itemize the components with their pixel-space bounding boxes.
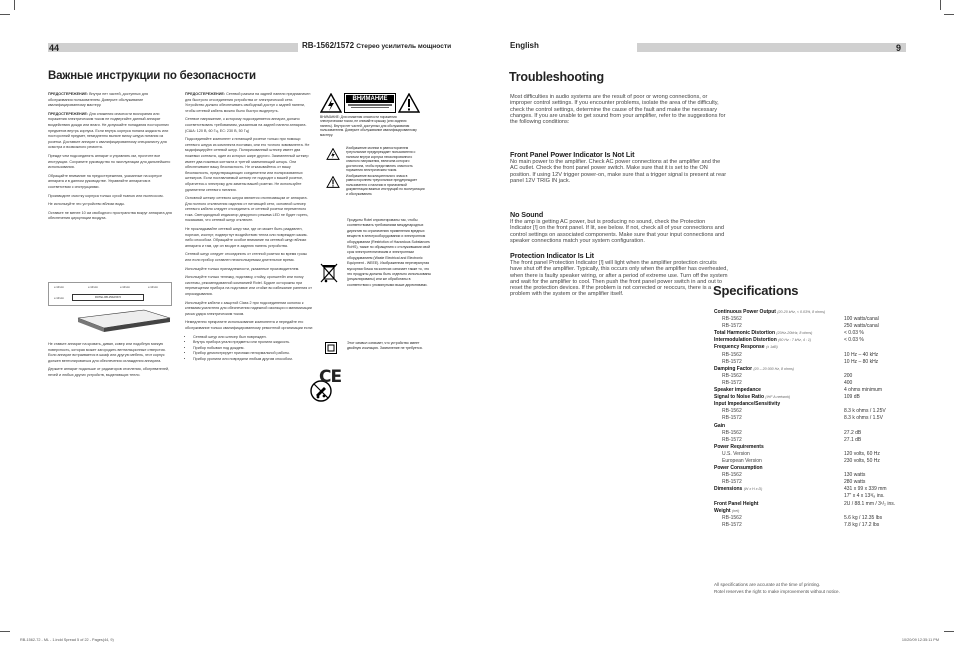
banner-fineprint	[348, 104, 392, 106]
spec-row	[714, 373, 914, 380]
safety-paragraph	[48, 342, 172, 364]
spec-label	[714, 437, 742, 444]
spec-row	[714, 408, 914, 415]
spec-label	[714, 501, 758, 508]
spec-label-text: RB-1562	[722, 351, 742, 358]
bullet-item: • Прибор демонстрирует признаки ненормальной работы.	[193, 351, 313, 357]
paragraph-text: Производите очистку корпуса только сухой тканью или пылесосом.	[48, 193, 164, 198]
left-header-subtitle: Стерео усилитель мощности	[356, 43, 452, 50]
subsection-title: Front Panel Power Indicator Is Not Lit	[510, 150, 635, 159]
paragraph-text: Прежде чем подсоединять аппарат и управлять им, прочтите все инструкции. Сохраните руководство по эксплуатации для дальнейшего использования.	[48, 153, 171, 170]
spec-label	[714, 316, 742, 323]
safety-paragraph	[48, 211, 172, 222]
warning-panel	[320, 93, 420, 137]
spec-label	[714, 394, 790, 401]
spec-label-text: RB-1562	[722, 372, 742, 379]
spec-row	[714, 437, 914, 444]
lightning-triangle-icon	[320, 93, 342, 113]
warning-banner-row	[320, 93, 420, 113]
spec-row	[714, 501, 914, 508]
spec-label	[714, 423, 725, 430]
safety-col2-paragraphs	[185, 92, 313, 332]
left-header-title: RB-1562/1572	[302, 41, 355, 50]
spec-label	[714, 309, 825, 316]
spec-label	[714, 337, 811, 344]
spec-value: 120 volts, 60 Hz	[844, 450, 880, 457]
spec-note: (20-20 kHz, < 0.03%, 8 ohms)	[777, 310, 826, 314]
paragraph-text: Для снижения опасности возгорания или поражения электрическим током не подвергайте данный аппарат воздействию дождя или влаги. Не допускайте попадания посторонних предметов внутрь корпуса. Если внутрь корпуса попала жидкость или посторонний предмет, немедленно выньте вилку шнура питания из розетки. Доставьте аппарат к квалифицированному специалисту для осмотра и возможного ремонта.	[48, 111, 169, 150]
safety-paragraph	[48, 367, 172, 378]
spec-label	[714, 359, 742, 366]
spec-label	[714, 352, 742, 359]
crop-mark	[14, 0, 15, 10]
paragraph-text: Внутри нет частей, доступных для обслуживания пользователем. Доверьте обслуживание квалифицированному мастеру.	[48, 92, 149, 108]
footer-file-info: RB-1562-72 - ML - 1.indd Spread 5 of 22 - Pages(44, 9)	[20, 638, 114, 642]
spec-label-text: RB-1572	[722, 323, 742, 330]
spec-label-text: European Version	[722, 457, 762, 464]
spec-label-text: RB-1562	[722, 429, 742, 436]
spec-label	[714, 465, 763, 472]
safety-col1	[48, 92, 172, 225]
safety-paragraph	[48, 154, 172, 171]
spec-row	[714, 330, 914, 337]
left-page-number: 44	[49, 43, 60, 53]
spec-label-text: Intermodulation Distortion	[714, 337, 777, 344]
spec-value: 5.6 kg / 12.35 lbs	[844, 514, 883, 521]
safety-paragraph	[185, 196, 313, 224]
troubleshooting-subsections	[510, 150, 728, 298]
subsection-power	[510, 150, 728, 210]
spec-value: 200	[844, 372, 853, 379]
spec-row	[714, 415, 914, 422]
spec-label-text: Power Consumption	[714, 465, 763, 472]
crop-mark	[0, 631, 10, 632]
spec-label	[714, 458, 762, 465]
spec-row	[714, 344, 914, 351]
spec-label-text: RB-1562	[722, 514, 742, 521]
spec-label-text: Continuous Power Output	[714, 309, 776, 315]
exclamation-triangle-icon	[326, 176, 340, 188]
spec-row	[714, 508, 914, 515]
safety-paragraph	[185, 275, 313, 297]
ce-mark: CE	[319, 367, 342, 387]
spec-row	[714, 423, 914, 430]
spec-label-text: RB-1572	[722, 521, 742, 528]
spec-value: 10 Hz – 80 kHz	[844, 358, 879, 365]
clearance-label: ≥ 10 cm	[120, 285, 130, 289]
safety-col1-bottom	[48, 342, 172, 382]
spec-value: 280 watts	[844, 479, 866, 486]
paragraph-text: Не прокладывайте сетевой шнур там, где он может быть раздавлен, порезан, изогнут, подвергнут воздействию тепла или поврежден каким-либо способом. Обращайте особое внимание на сетевой шнур вблизи аппарата и там, где он входит в заднюю панель устройства.	[185, 227, 308, 248]
safety-col2-bullets	[185, 335, 313, 363]
spec-row	[714, 309, 914, 316]
spec-value: 4 ohms minimum	[844, 387, 883, 394]
weee-bin-icon	[320, 262, 338, 284]
spec-value: 109 dB	[844, 394, 860, 401]
spec-note: (net)	[731, 508, 740, 513]
clearance-label: ≥ 10 cm	[88, 285, 98, 289]
safety-paragraph	[48, 194, 172, 200]
subsection-protection	[510, 251, 728, 298]
safety-col2	[185, 92, 313, 363]
spec-label	[714, 430, 742, 437]
spec-row	[714, 323, 914, 330]
spec-label	[714, 408, 742, 415]
specifications-title: Specifications	[713, 283, 799, 298]
spec-label	[714, 522, 742, 529]
spec-value: 2U / 88.1 mm / 3¹/₂ ins.	[844, 500, 896, 507]
spec-label	[714, 479, 742, 486]
double-insulation-icon	[325, 342, 337, 354]
double-insulation-text: Этот символ означает, что устройство имеет двойную изоляцию. Заземление не требуется.	[347, 341, 423, 351]
clearance-label: ≥ 10 cm	[54, 296, 64, 300]
paragraph-text: Сетевое напряжение, к которому подсоединяется аппарат, должно соответствовать требованиям, указанным на задней панели аппарата. (США: 120 В, 60 Гц, ЕС: 230 В, 50 Гц)	[185, 117, 307, 133]
spec-value: 8.3 k ohms / 1.25V	[844, 408, 886, 415]
spec-label	[714, 323, 742, 330]
spec-label-text: Weight	[714, 507, 731, 514]
warning-banner-label: ВНИМАНИЕ	[346, 95, 394, 103]
spec-row	[714, 515, 914, 522]
subsection-text: No main power to the amplifier. Check AC power connections at the amplifier and the AC outlet. Check the front panel power switch. Make sure that it is set to the ON position. If using 12V trigger power-on, make sure that a trigger signal is present at rear panel 12V TRIG IN jack.	[510, 159, 727, 184]
spec-label-text: RB-1572	[722, 479, 742, 486]
spec-row	[714, 451, 914, 458]
spec-label-text: Input Impedance/Sensitivity	[714, 401, 781, 408]
clearance-label: ≥ 10 cm	[54, 285, 64, 289]
spec-label	[714, 330, 812, 337]
spec-value: 7.8 kg / 17.2 lbs	[844, 521, 880, 528]
spec-row	[714, 337, 914, 344]
bullet-item: • Сетевой шнур или штекер был поврежден.	[193, 335, 313, 341]
spec-label-text: RB-1562	[722, 316, 742, 323]
spec-label-text: Signal to Noise Ratio	[714, 394, 765, 401]
spec-row	[714, 465, 914, 472]
bullet-item: • Прибор уронили или повредили любым другим способом.	[193, 357, 313, 363]
spec-footnotes	[714, 581, 840, 595]
spec-note: (20 – 20 000 Hz, 8 ohms)	[753, 366, 795, 371]
spec-row	[714, 493, 914, 500]
weee-text: Продукты Rotel спроектированы так, чтобы соответствовать требованиям международных директив по ограничению применения вредных веществ в электрооборудовании и электронном оборудовании (Restriction of Hazardous Substances RoHS), также по обращению с отслужившими свой срок электротехническим и электронным оборудованием (Waste Electrical and Electronic Equipment - WEEE). Изображенная перечеркнутая мусорная бочка на колесах означает также то, что это продукты должны быть отдельно использованы (рециклированы) или же обработаны в соответствии с упомянутыми выше директивами.	[347, 218, 432, 287]
paragraph-text: Основной штекер сетевого шнура является отключающим от аппарата. Для полного отключения изделия от питающей сети, основной штекер сетевого кабеля следует отсоединить от сетевой розетки переменного тока. Светодиодный индикатор дежурного режима LED не будет гореть, показывая, что сетевой шнур отключен.	[185, 196, 309, 223]
exclamation-triangle-icon	[398, 93, 420, 113]
left-header-bar	[48, 43, 298, 52]
spec-row	[714, 472, 914, 479]
spec-value: 230 volts, 50 Hz	[844, 457, 880, 464]
safety-paragraph	[185, 117, 313, 134]
spec-label-text: Dimensions	[714, 486, 743, 493]
spec-value: 130 watts	[844, 472, 866, 479]
banner-fineprint	[351, 107, 389, 109]
spec-label	[714, 387, 761, 394]
spec-value: 27.1 dB	[844, 436, 862, 443]
paragraph-text: Используйте кабели с защитой Class 2 при подсоединении колонок к клеммам усилителя для обеспечения надежной изоляции и минимизации риска удара электрическим током.	[185, 300, 312, 316]
warning-banner	[344, 93, 396, 113]
right-header-bar	[637, 43, 906, 52]
spec-row	[714, 366, 914, 373]
spec-label	[714, 486, 762, 493]
spec-row	[714, 380, 914, 387]
spec-label-text: Speaker impedance	[714, 387, 761, 394]
subsection-title: Protection Indicator Is Lit	[510, 251, 594, 260]
crop-mark	[940, 0, 941, 10]
bullet-item: • Прибор побывал под дождем.	[193, 346, 313, 352]
crop-mark	[0, 14, 10, 15]
paragraph-text: Не используйте это устройство вблизи воды.	[48, 202, 126, 207]
spec-row	[714, 486, 914, 493]
lightning-explanation: Изображение молнии в равностороннем треугольнике предупреждает пользователя о наличии внутри корпуса неизолированного опасного напряжения, величина которого достаточна, чтобы представлять опасность поражения электрическим током.	[346, 146, 416, 173]
safety-paragraph	[185, 301, 313, 318]
warning-text: ВНИМАНИЕ: Для снижения опасности поражения электрическим током, не снимайте крышку (или заднюю панель). Внутри нет частей, доступных для обслуживания пользователем. Доверьте обслуживание квалифицированному мастеру.	[320, 115, 417, 137]
left-header	[302, 41, 451, 50]
spec-value: 8.3 k ohms / 1.5V	[844, 415, 883, 422]
spec-label	[714, 380, 742, 387]
paragraph-text: Оставьте не менее 10 см свободного пространства вокруг аппарата для обеспечения циркуляции воздуха.	[48, 210, 172, 221]
spec-note: (W x H x D)	[743, 487, 763, 492]
troubleshooting-intro: Most difficulties in audio systems are the result of poor or wrong connections, or improper control settings. If you encounter problems, isolate the area of the difficulty, check the control settings, determine the cause of the fault and make the necessary changes. If you are unable to get sound from your amplifier, refer to the suggestions for the following conditions:	[510, 94, 726, 126]
spec-value: 27.2 dB	[844, 429, 862, 436]
paragraph-lead: ПРЕДОСТЕРЕЖЕНИЕ:	[185, 92, 226, 96]
paragraph-text: Держите аппарат подальше от радиаторов отопления, обогревателей, печей и любых других устройств, выделяющих тепло.	[48, 367, 170, 377]
safety-paragraph	[185, 137, 313, 193]
bullet-item: • Внутрь прибора упали предметы или пролили жидкость.	[193, 340, 313, 346]
amp-device	[72, 294, 144, 301]
spec-row	[714, 316, 914, 323]
spec-row	[714, 479, 914, 486]
paragraph-text: Не ставьте аппарат на кровать, диван, ковер или подобную мягкую поверхность, которая может загородить вентиляционные отверстия. Если аппарат встраивается в шкаф или другую мебель, этот корпус должен вентилироваться для обеспечения охлаждения аппарата.	[48, 342, 166, 363]
spec-label-text: Front Panel Height	[714, 500, 759, 507]
safety-paragraph	[48, 112, 172, 151]
paragraph-text: Немедленно прекратите использование компонента и передайте его обслуживание только квалифицированному ремонтной организации если:	[185, 320, 314, 330]
troubleshooting-title: Troubleshooting	[509, 70, 604, 84]
spec-row	[714, 359, 914, 366]
clearance-label: ≥ 10 cm	[148, 285, 158, 289]
crop-mark	[944, 14, 954, 15]
spec-label	[714, 366, 794, 373]
spec-label	[714, 344, 778, 351]
paragraph-text: Используйте только принадлежности, указанные производителем.	[185, 266, 300, 271]
paragraph-text: Обращайте внимание на предостережения, указанные на корпусе аппарата и в данном руководстве. Управляйте аппаратом в соответствии с инструкциями.	[48, 173, 163, 189]
spec-label-text: RB-1572	[722, 436, 742, 443]
safety-paragraph	[48, 202, 172, 208]
lightning-triangle-icon	[326, 148, 340, 160]
spec-label	[714, 373, 742, 380]
spec-label-text: Power Requirements	[714, 443, 764, 450]
paragraph-text: Сетевой шнур следует отсоединить от стенной розетки во время грозы или если прибор оставлен неиспользуемым длительное время.	[185, 252, 308, 263]
safety-paragraph	[185, 252, 313, 263]
paragraph-text: Сетевой разъем на задней панели предназначен для быстрого отсоединения устройства от электрической сети. Устройство должно обеспечивать свободный доступ к задней панели, чтобы сетевой кабель можно было быстро выдернуть.	[185, 92, 311, 113]
spec-label	[714, 415, 742, 422]
spec-row	[714, 458, 914, 465]
spec-row	[714, 352, 914, 359]
spec-note: (IHF A network)	[765, 395, 791, 400]
safety-col1-paragraphs	[48, 92, 172, 222]
spec-row	[714, 522, 914, 529]
spec-footnote: All specifications are accurate at the time of printing.	[714, 582, 821, 587]
spec-value: 250 watts/canal	[844, 323, 879, 330]
specifications-table	[714, 309, 914, 529]
spec-label-text: Damping Factor	[714, 365, 753, 372]
crop-mark	[944, 631, 954, 632]
spec-label-text: U.S. Version	[722, 450, 750, 457]
spec-row	[714, 387, 914, 394]
subsection-text: If the amp is getting AC power, but is producing no sound, check the Protection Indicator [!] on the front panel. If lit, see below. If not, check all of your connections and control settings on associated components. Make sure that your input connections and speaker connections match your system configuration.	[510, 219, 725, 244]
safety-paragraph	[185, 267, 313, 273]
spec-value: 431 x 99 x 339 mm	[844, 486, 887, 493]
spec-value: < 0.03 %	[844, 330, 864, 337]
safety-paragraph	[185, 320, 313, 331]
safety-paragraph	[185, 227, 313, 249]
spec-row	[714, 394, 914, 401]
exclaim-explanation: Изображение восклицательного знака в равностороннем треугольнике предупреждает пользователя о наличии в прилагаемой документации важных инструкций по эксплуатации и обслуживанию.	[346, 174, 425, 196]
spec-value: 10 Hz – 40 kHz	[844, 351, 879, 358]
spec-label-text: Frequency Response	[714, 344, 765, 351]
right-header-title: English	[510, 41, 539, 50]
subsection-no-sound	[510, 210, 728, 243]
spec-label-text: RB-1562	[722, 408, 742, 415]
spec-row	[714, 444, 914, 451]
safety-paragraph	[185, 92, 313, 114]
paragraph-text: Подсоединяйте компонент к питающей розетке только при помощи сетевого шнура из комплекта поставки, или его точного эквивалента. Не модифицируйте сетевой шнур. Поляризованный штекер имеет два ножевых контакта, один из которых шире другого. Заземленный штекер имеет два ножевых контакта и третий заземляющий штырь. Они обеспечивают вашу безопасность. Не отказывайтесь от вашу безопасность, предотвращающих соединители или поляризованных штекеров. Если поставляемый штекер не подходит к вашей розетке, обратитесь к электрику для замены вашей розетки. Не используйте удлинители сетевого питания.	[185, 137, 310, 192]
subsection-title: No Sound	[510, 210, 544, 219]
spec-row	[714, 401, 914, 408]
subsection-text: The front panel Protection Indicator [!] will light when the amplifier protection circuits have shut off the amplifier. Typically, this occurs only when the amplifier has overheated, when there is faulty speaker wiring, or after a period of extreme use. Turn off the system and wait for the amplifier to cool. Then push the front panel power switch in and out to reset the protection devices. If the problem is not corrected or reoccurs, there is a problem with the system or the amplifier itself.	[510, 260, 728, 298]
spec-value: 100 watts/canal	[844, 316, 879, 323]
spec-label	[714, 451, 750, 458]
spec-label-text: RB-1572	[722, 379, 742, 386]
spec-label-text: Total Harmonic Distortion	[714, 330, 776, 337]
paragraph-lead: ПРЕДОСТЕРЕЖЕНИЕ:	[48, 111, 89, 116]
safety-paragraph	[48, 174, 172, 191]
safety-section-title: Важные инструкции по безопасности	[48, 70, 256, 82]
right-page-number: 9	[896, 43, 902, 53]
safety-paragraph	[48, 92, 172, 109]
footer-timestamp: 10/20/09 12:35:11 PM	[901, 638, 939, 642]
amplifier-illustration	[48, 306, 172, 336]
spec-label	[714, 508, 739, 515]
spec-note: (60 Hz : 7 kHz, 4 : 1)	[778, 338, 812, 343]
spec-label-text: Gain	[714, 422, 726, 429]
spec-label	[714, 472, 742, 479]
safety-col1-bottom-paragraphs	[48, 342, 172, 379]
spec-row	[714, 430, 914, 437]
spec-value: 400	[844, 379, 853, 386]
spec-value: 17" x 4 x 13³/₈ ins.	[844, 493, 885, 500]
spec-label-text: RB-1572	[722, 415, 742, 422]
spec-label-text: RB-1562	[722, 472, 742, 479]
spec-label	[714, 515, 742, 522]
spec-note: (± 1dB)	[765, 345, 778, 350]
paragraph-lead: ПРЕДОСТЕРЕЖЕНИЕ:	[48, 92, 89, 96]
amp-device-label: ROTEL RB-1562/1572	[95, 296, 121, 299]
spec-label	[714, 444, 764, 451]
spec-value: < 0.03 %	[844, 337, 864, 344]
spec-label	[714, 401, 780, 408]
paragraph-text: Используйте только тележку, подставку, стойку, кронштейн или полку системы, рекомендованной компанией Rotel. Будьте осторожны при перемещении прибора на подставке или стойке во избежание ранения от опрокидывания.	[185, 275, 312, 296]
spec-note: (20Hz-20kHz, 8 ohms)	[776, 331, 813, 336]
spec-label-text: RB-1572	[722, 358, 742, 365]
spec-footnote: Rotel reserves the right to make improvements without notice.	[714, 589, 840, 594]
